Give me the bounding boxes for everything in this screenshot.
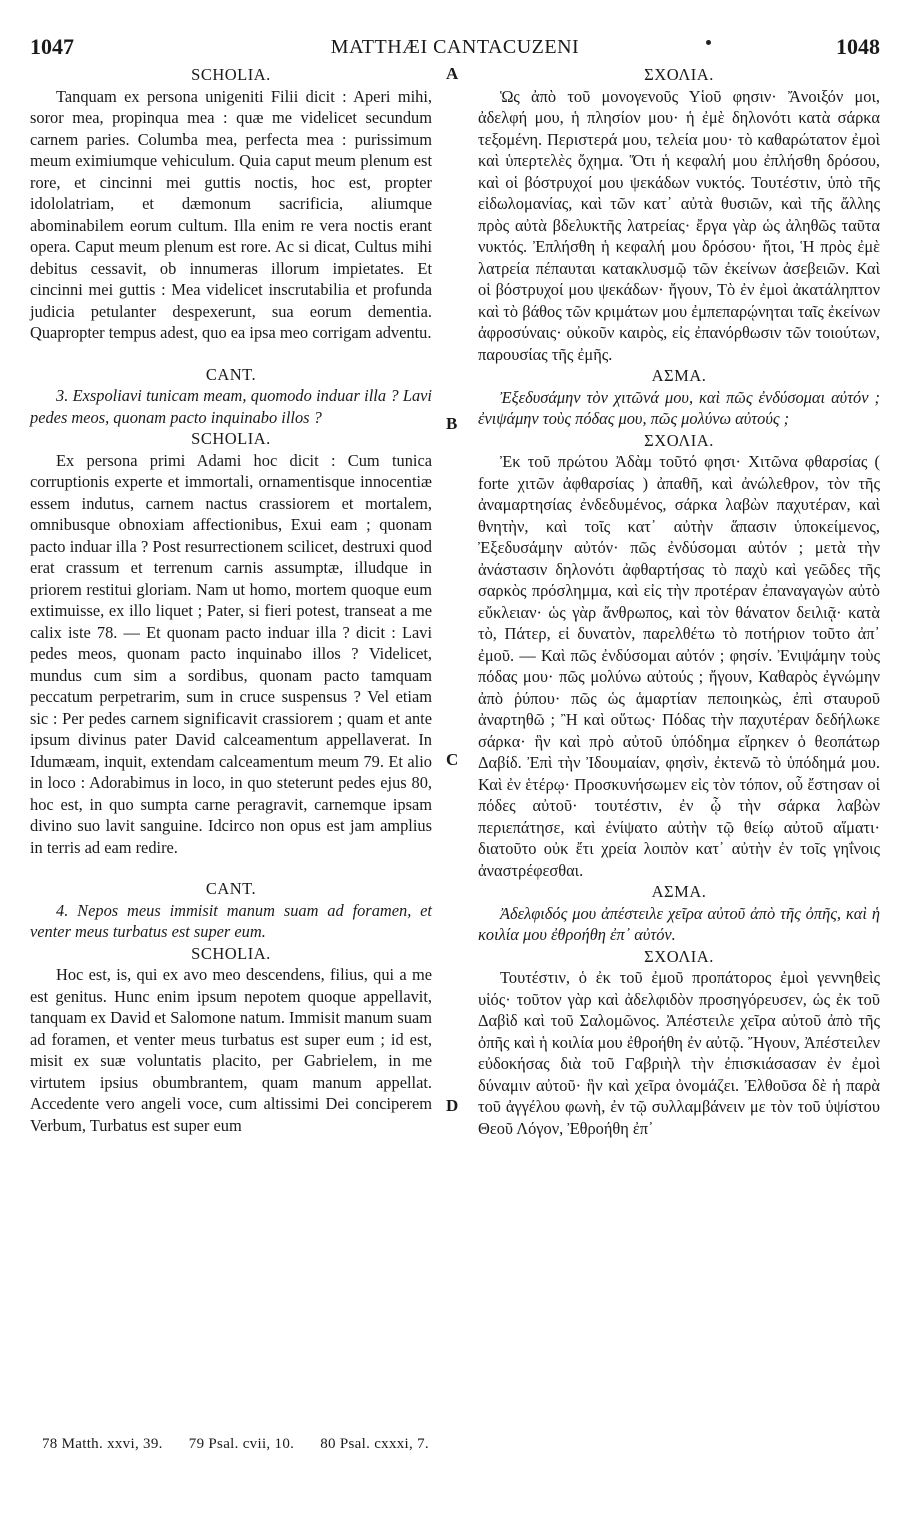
latin-heading-scholia: SCHOLIA. <box>191 943 271 963</box>
margin-letter-c: C <box>446 750 459 769</box>
latin-column <box>30 64 432 1136</box>
latin-heading-cant: CANT. <box>205 879 257 898</box>
page-number-right: 1048 <box>836 34 880 59</box>
margin-letter-d: D <box>446 1096 459 1115</box>
page-number-left: 1047 <box>30 34 74 59</box>
greek-scholia-paragraph: Τουτέστιν, ὁ ἐκ τοῦ ἐμοῦ προπάτορος ἐμοὶ γεννηθεὶς υἱός· τοῦτον γὰρ καὶ ἀδελφιδὸν προσηγόρευσεν, ὡς ἐκ τοῦ Δαβὶδ καὶ τοῦ Σαλομῶνος. Ἀπέστειλε χεῖρα αὐτοῦ ἀπὸ τῆς ὀπῆς καὶ ἡ κοιλία μου ἐθροήθη ἐν αὐτῷ. Ἤγουν, Ἀπέστειλεν εὐδοκήσας διὰ τοῦ Γαβριὴλ τὴν ἐπισκιάσασαν ἐν ἐμοὶ δύναμιν αὐτοῦ· ἣν καὶ χεῖρα ὀνομάζει. Ἐλθοῦσα δὲ ἡ παρὰ τοῦ ἀγγέλου φωνὴ, ἐν τῷ συλλαμβάνειν με τὸν τοῦ ὑψίστου Θεοῦ Λόγον, Ἐθροήθη ἐπ᾽ <box>478 968 880 1138</box>
latin-scholia-paragraph: Ex persona primi Adami hoc dicit : Cum tunica corruptionis experte et immortali, ornamentisque innocentiæ essem indutus, carnem nactus crassiorem et mortalem, omnibusque obnoxiam affectionibus, Exui eam ; quonam pacto induar illa ? Post resurrectionem scilicet, destruxi quod erat crassum et terrenum carnis assumptæ, illudque in priorem restitui gloriam. Nam ut homo, mortem quoque eum extimuisse, ex illo liquet ; Pater, si fieri potest, transeat a me calix iste 78. — Et quonam pacto induar illa ? dicit : Lavi pedes meos, quonam pacto inquinabo illos ? Videlicet, mundus cum sim a sordibus, quonam pacto tamquam peccatum perpetrarim, sum in cruce suspensus ? Vel etiam sic : Per pedes carnem significavit crassiorem ; quam et ante ipsum divinus pater David calceamentum appellaverat. In Idumæam, inquit, extendam calceamentum meum 79. Et alio in loco : Adorabimus in loco, in quo steterunt pedes ejus 80, hoc est, in quo sumpta carne peragravit, carnemque ipsam divino suo lavit sanguine. Idcirco non opus est jam amplius in terris ad eam redire. <box>30 450 432 857</box>
latin-heading-cant: CANT. <box>205 364 257 384</box>
greek-heading-scholia: ΣΧΟΛΙΑ. <box>644 946 714 966</box>
latin-verse-3: 3. Exspoliavi tunicam meam, quomodo induar illa ? Lavi pedes meos, quonam pacto inquinabo illos ? <box>30 386 432 427</box>
latin-scholia-paragraph: Hoc est, is, qui ex avo meo descendens, filius, qui a me est genitus. Hunc enim ipsum nepotem quoque appellavit, tanquam ex David et Salomone natum. Immisit manum suam ad foramen, et venter meus turbatus est super eum ; id est, misit ex suæ voluntatis placito, per Gabrielem, in me virtutem ipsius obumbrantem, quam manum appellat. Accedente vero angeli voce, cum altissimi Dei conciperem Verbum, Turbatus est super eum <box>30 965 432 1135</box>
footnote-79: 79 Psal. cvii, 10. <box>188 1436 295 1452</box>
greek-heading-scholia: ΣΧΟΛΙΑ. <box>644 65 714 84</box>
greek-verse-3: Ἐξεδυσάμην τὸν χιτῶνά μου, καὶ πῶς ἐνδύσομαι αὐτόν ; ἐνιψάμην τοὺς πόδας μου, πῶς μολύνω αὐτούς ; <box>478 387 880 428</box>
latin-scholia-paragraph: Tanquam ex persona unigeniti Filii dicit : Aperi mihi, soror mea, propinqua mea : quæ me videlicet secundum carnem paries. Columba mea, perfecta mea : purissimum meum eximiumque vehiculum. Quia caput meum plenum est rore, et cincinni mei guttis noctis, hoc est, propter idololatriam, et dæmonum sacrificia, aliumque abominabilem eorum cultum. Illa enim re vera noctis erant opera. Caput meum plenum est rore. Ac si dicat, Cultus mihi debitus cessavit, ob innumeras illorum impietates. Et cincinni mei guttis : Mea videlicet inscrutabilia et profunda judicia petulanter despexerunt, sua eorum dementia. Quapropter tempus adest, quo ea ipsa meo corrigam adventu. <box>30 86 432 342</box>
latin-heading-scholia: SCHOLIA. <box>191 429 271 448</box>
latin-verse-4: 4. Nepos meus immisit manum suam ad foramen, et venter meus turbatus est super eum. <box>30 900 432 941</box>
greek-column <box>478 64 880 1139</box>
margin-letter-b: B <box>446 414 458 433</box>
footnote-divider <box>30 1418 880 1419</box>
printer-dot <box>706 40 711 45</box>
footnote-80: 80 Psal. cxxxi, 7. <box>320 1436 429 1452</box>
footnotes <box>42 1436 451 1453</box>
greek-scholia-paragraph: Ἐκ τοῦ πρώτου Ἀδὰμ τοῦτό φησι· Χιτῶνα φθαρσίας ( forte χιτῶν ἀφθαρσίας ) ἀπαθῆ, καὶ ἀνώλεθρον, τὸν τῆς ἀναμαρτησίας ἐνδεδυμένος, σάρκα λαβὼν παχυτέραν, καὶ θνητὴν, καὶ τοῖς κατ᾽ αὐτὴν ἅπασιν ὑποκείμενος, Ἐξεδυσάμην αὐτόν· πῶς ἐνδύσομαι αὐτόν ; μετὰ τὴν ἀνάστασιν δηλονότι ἀφθαρτήσας τὸ παχὺ καὶ γεῶδες τῆς σαρκὸς πρόσλημμα, καὶ εἰς τὴν προτέραν ἐπαναγαγὼν αὐτὸ εὔκλειαν· ὡς γὰρ ἄνθρωπος, καὶ τὸν θάνατον δειλιᾷ· κατὰ τὸ, Πάτερ, εἰ δυνατὸν, παρελθέτω τὸ ποτήριον τοῦτο ἀπ᾽ ἐμοῦ. — Καὶ πῶς ἐνδύσομαι αὐτόν ; φησίν. Ἐνιψάμην τοὺς πόδας μου· πῶς μολύνω αὐτούς ; ἤγουν, Καθαρὸς ἐγνώμην ἀπὸ ῥύπου· πῶς ὡς ἁμαρτίαν πεποιηκὼς, ἐπὶ σταυροῦ ἀναρτηθῶ ; Ἢ καὶ οὕτως· Πόδας τὴν παχυτέραν δεδήλωκε σάρκα· ἣν καὶ πρὸ αὐτοῦ ὑπόδημα εἴρηκεν ὁ θεοπάτωρ Δαβίδ. Ἐπὶ τὴν Ἰδουμαίαν, φησὶν, ἐκτενῶ τὸ ὑπόδημά μου. Καὶ ἐν ἑτέρῳ· Προσκυνήσωμεν εἰς τὸν τόπον, οὗ ἔστησαν οἱ πόδες αὐτοῦ· τουτέστιν, ἐν ᾧ τὴν σάρκα λαβὼν περιεπάτησε, καὶ ἐνίψατο αὐτὴν τῷ θείῳ αὐτοῦ αἵματι· διατοῦτο οὐκ ἔτι χρεία λοιπὸν κατ᾽ αὐτὴν ἐν τοῖς γηΐνοις ἀναστρέφεσθαι. <box>478 452 880 880</box>
footnote-78: 78 Matth. xxvi, 39. <box>42 1436 163 1452</box>
greek-scholia-paragraph: Ὡς ἀπὸ τοῦ μονογενοῦς Υἱοῦ φησιν· Ἄνοιξόν μοι, ἀδελφή μου, ἡ πλησίον μου· ἡ ἐμὲ δηλονότι κατὰ σάρκα τεξομένη. Περιστερά μου, τελεία μου· τὸ καθαρώτατον ἐμοὶ καὶ ὑπερτελὲς ὄχημα. Ὅτι ἡ κεφαλή μου ἐπλήσθη δρόσου, καὶ οἱ βόστρυχοί μου ψεκάδων νυκτός. Τουτέστιν, ὑπὸ τῆς εἰδωλομανίας, καὶ τῶν κατ᾽ αὐτὰ θυσιῶν, καὶ τῆς ἄλλης πρὸς αὐτὰ βδελυκτῆς λατρείας· ἔργα γὰρ ὡς ἀληθῶς ταῦτα νυκτός. Ἐπλήσθη ἡ κεφαλή μου δρόσου· ἤτοι, Ἡ πρὸς ἐμὲ λατρεία πέπαυται κατακλυσμῷ τῶν ἐκείνων ἀσεβειῶν. Καὶ οἱ βόστρυχοί μου ψεκάδων· ἤγουν, Τὸ ἐν ἐμοὶ ἀκατάληπτον καὶ τὸ βάθος τῶν κριμάτων μου ἐμπεπαρῴνηται ταῖς ἐκείνων ἀφροσύναις· οὐκοῦν καιρὸς, εἰς ἐπανόρθωσιν τῶν τοιούτων, παρουσίας τῆς ἐμῆς. <box>478 86 880 364</box>
greek-heading-asma: ΑΣΜΑ. <box>651 366 707 385</box>
greek-heading-scholia: ΣΧΟΛΙΑ. <box>644 430 714 450</box>
greek-verse-4: Ἀδελφιδός μου ἀπέστειλε χεῖρα αὐτοῦ ἀπὸ τῆς ὀπῆς, καὶ ἡ κοιλία μου ἐθροήθη ἐπ᾽ αὐτόν. <box>478 903 880 944</box>
latin-heading-scholia: SCHOLIA. <box>191 65 271 84</box>
running-head <box>30 34 880 60</box>
running-title: MATTHÆI CANTACUZENI <box>330 36 580 58</box>
margin-letter-a: A <box>446 64 459 83</box>
greek-heading-asma: ΑΣΜΑ. <box>651 882 707 901</box>
